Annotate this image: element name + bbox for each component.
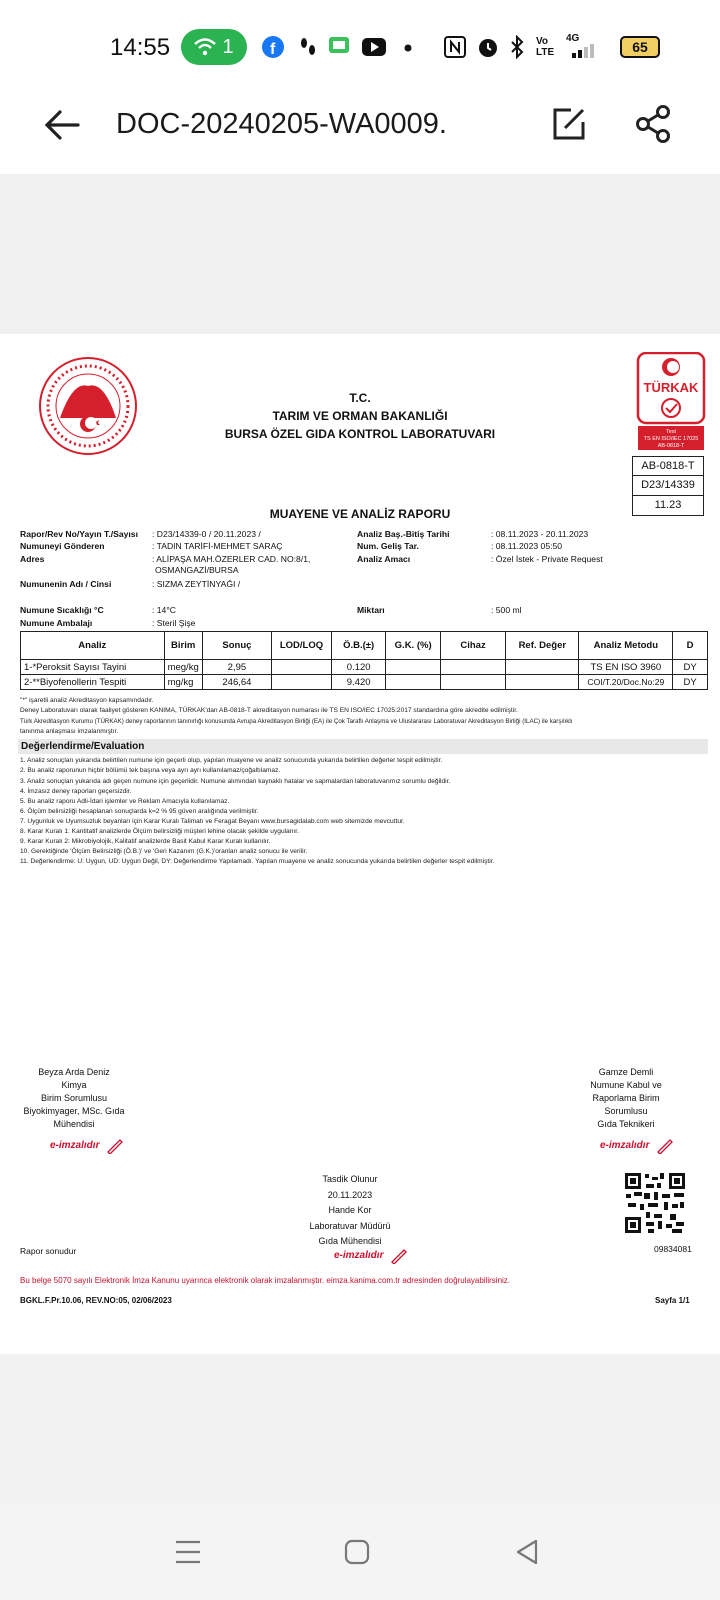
col-gk: G.K. (%): [386, 632, 440, 660]
evaluation-item: 6. Ölçüm belirsizliği hesaplanan sonuçlarda k=2 % 95 güven aralığında verilmiştir.: [20, 808, 259, 815]
page-number: Sayfa 1/1: [655, 1296, 690, 1305]
results-table: [20, 631, 708, 690]
cell-d: DY: [673, 660, 708, 675]
info-value-analysis-dates: : 08.11.2023 - 20.11.2023: [491, 529, 589, 539]
turkak-brand-text: TÜRKAK: [643, 380, 699, 395]
col-d: D: [673, 632, 708, 660]
cell-lod-loq: [272, 660, 332, 675]
ministry-seal-logo: [38, 356, 138, 456]
evaluation-heading: Değerlendirme/Evaluation: [18, 739, 708, 754]
eimza-stamp-right: e-imzalıdır: [600, 1140, 650, 1151]
pen-icon: [656, 1136, 674, 1154]
cell-ob: 0.120: [331, 660, 386, 675]
evaluation-item: 11. Değerlendirme: U: Uygun, UD: Uygun Değil, DY: Değerlendirme Yapılamadı. Yapılan muayene ve analiz sonucunda yukarıda belirtilen değerler tespit edilmiştir.: [20, 858, 495, 865]
col-device: Cihaz: [440, 632, 505, 660]
cell-unit: mg/kg: [164, 675, 202, 690]
status-bar: [0, 0, 720, 76]
signer-right-line: Gıda Teknikeri: [597, 1119, 655, 1129]
evaluation-item: 5. Bu analiz raporu Adli-İdari işlemler ve Reklam Amacıyla kullanılamaz.: [20, 798, 230, 805]
note-turkak: Türk Akreditasyon Kurumu (TÜRKAK) deney raporlarının tanınırlığı konusunda Avrupa Akreditasyon Birliği (EA) ile Çok Taraflı Anlaşma ve Uluslararası Laboratuvar Akreditasyon Birliği (ILAC) ile karşılıklı: [20, 718, 573, 725]
cell-device: [440, 660, 505, 675]
cell-ref-value: [506, 675, 579, 690]
wifi-icon: [194, 38, 216, 56]
evaluation-item: 10. Gerektiğinde 'Ölçüm Belirsizliği (Ö.B.)' ve 'Geri Kazanım (G.K.)'oranları analiz sonucu ile verilir.: [20, 848, 308, 855]
cell-d: DY: [673, 675, 708, 690]
report-month: 11.23: [632, 496, 704, 516]
info-value-quantity: : 500 ml: [491, 605, 522, 615]
footsteps-icon: [297, 36, 319, 58]
evaluation-item: 7. Uygunluk ve Uyumsuzluk beyanları için Karar Kuralı Talimatı ve Feragat Beyanı www.bursagidalab.com web sitemizde mevcuttur.: [20, 818, 405, 825]
note-agreement: tanınma anlaşması imzalanmıştır.: [20, 728, 119, 735]
info-label-address: Adres: [20, 554, 45, 564]
info-value-report-no: : D23/14339-0 / 20.11.2023 /: [152, 529, 261, 539]
signer-left: [12, 1066, 136, 1131]
col-lod-loq: LOD/LOQ: [272, 632, 332, 660]
signer-center-line: Laboratuvar Müdürü: [309, 1220, 391, 1231]
accreditation-number: AB-0818-T: [632, 456, 704, 476]
cell-analysis: 2-**Biyofenollerin Tespiti: [21, 675, 165, 690]
evaluation-item: 8. Karar Kuralı 1: Kantitatif analizlerde Ölçüm belirsizliği müşteri lehine olacak şekilde uygulanır.: [20, 828, 299, 835]
bluetooth-icon: [508, 35, 526, 59]
evaluation-item: 9. Karar Kuralı 2: Mikrobiyolojik, Kalitatif analizlerde Basit Kabul Karar Kuralı kullanılır.: [20, 838, 271, 845]
certification-label: Tasdik Olunur: [322, 1174, 378, 1184]
table-row: [21, 675, 708, 690]
info-label-packaging: Numune Ambalajı: [20, 618, 93, 628]
navigation-bar: [0, 1505, 720, 1600]
eimza-stamp-center: e-imzalıdır: [334, 1250, 384, 1261]
app-toolbar: [0, 76, 720, 174]
info-label-analysis-dates: Analiz Baş.-Bitiş Tarihi: [357, 529, 450, 539]
signer-left-line: Kimya: [61, 1080, 87, 1090]
evaluation-item: 1. Analiz sonuçları yukarıda belirtilen numune için geçerli olup, yapılan muayene ve analiz sonucunda yukarıda belirtilen değerler tespit edilmiştir.: [20, 757, 443, 764]
battery-icon: 65: [620, 36, 660, 58]
status-time: 14:55: [110, 34, 171, 61]
info-label-sample-name: Numunenin Adı / Cinsi: [20, 579, 112, 589]
info-label-purpose: Analiz Amacı: [357, 554, 411, 564]
cell-ref-value: [506, 660, 579, 675]
form-code: BGKL.F.Pr.10.06, REV.NO:05, 02/06/2023: [20, 1296, 172, 1305]
home-icon[interactable]: [344, 1539, 370, 1565]
more-dot-icon: [404, 44, 412, 52]
qr-code-number: 09834081: [654, 1244, 692, 1254]
facebook-icon: [262, 36, 284, 58]
info-value-temperature: : 14°C: [152, 605, 176, 615]
messages-icon: [328, 36, 352, 58]
pen-icon: [106, 1136, 124, 1154]
header-line-1: T.C.: [349, 391, 371, 405]
note-lab-accreditation: Deney Laboratuvarı olarak faaliyet gösteren KANIMA, TÜRKAK'dan AB-0818-T akreditasyon numarası ile TS EN ISO/IEC 17025:2017 standardına göre akredite edilmiştir.: [20, 707, 518, 714]
document-title: DOC-20240205-WA0009.: [116, 108, 447, 140]
info-label-arrival-date: Num. Geliş Tar.: [357, 541, 419, 551]
wifi-count: 1: [222, 35, 234, 58]
header-line-3: BURSA ÖZEL GIDA KONTROL LABORATUVARI: [224, 427, 496, 441]
info-label-temperature: Numune Sıcaklığı °C: [20, 605, 104, 615]
cell-gk: [386, 675, 440, 690]
turkak-accreditation-logo: [636, 352, 706, 452]
legal-note: Bu belge 5070 sayılı Elektronik İmza Kanunu uyarınca elektronik olarak imzalanmıştır. eimza.kanima.com.tr adresinden doğrulayabilirsiniz.: [20, 1276, 511, 1285]
info-value-sender: : TADIN TARİFİ-MEHMET SARAÇ: [152, 541, 283, 551]
cell-device: [440, 675, 505, 690]
network-type: 4G: [566, 33, 580, 44]
signer-right-line: Sorumlusu: [604, 1106, 648, 1116]
info-value-purpose: : Özel İstek - Private Request: [491, 554, 603, 564]
report-title: MUAYENE VE ANALİZ RAPORU: [269, 507, 451, 521]
signer-left-line: Mühendisi: [53, 1119, 95, 1129]
info-value-arrival-date: : 08.11.2023 05:50: [491, 541, 563, 551]
table-header-row: [21, 632, 708, 660]
nfc-icon: [444, 36, 466, 58]
cell-result: 2,95: [202, 660, 271, 675]
cell-method: TS EN ISO 3960: [579, 660, 673, 675]
document-page: [0, 334, 720, 1354]
info-value-address: : ALİPAŞA MAH.ÖZERLER CAD. NO:8/1,: [152, 554, 311, 564]
signer-right: [576, 1066, 676, 1131]
back-arrow-icon[interactable]: [40, 103, 84, 147]
cell-result: 246,64: [202, 675, 271, 690]
signer-left-line: Birim Sorumlusu: [40, 1093, 107, 1103]
info-label-report-no: Rapor/Rev No/Yayın T./Sayısı: [20, 529, 138, 539]
turkak-test-text: Test: [665, 429, 677, 435]
youtube-icon: [362, 38, 386, 56]
signal-icon: [572, 44, 602, 58]
col-method: Analiz Metodu: [579, 632, 673, 660]
cell-analysis: 1-*Peroksit Sayısı Tayini: [21, 660, 165, 675]
cell-method: COI/T.20/Doc.No:29: [579, 675, 673, 690]
signer-left-name: Beyza Arda Deniz: [38, 1067, 110, 1077]
pen-icon: [390, 1246, 408, 1264]
cell-unit: meg/kg: [164, 660, 202, 675]
evaluation-item: 2. Bu analiz raporunun hiçbir bölümü tek başına veya ayrı ayrı kullanılamaz/çoğaltılamaz.: [20, 767, 281, 774]
report-reference: D23/14339: [632, 476, 704, 496]
col-ref-value: Ref. Değer: [506, 632, 579, 660]
evaluation-item: 4. İmzasız deney raporları geçersizdir.: [20, 788, 132, 795]
col-unit: Birim: [164, 632, 202, 660]
header-line-2: TARIM VE ORMAN BAKANLIĞI: [272, 409, 448, 423]
report-end-text: Rapor sonudur: [20, 1246, 77, 1256]
signer-left-line: Biyokimyager, MSc. Gıda: [23, 1106, 125, 1116]
col-result: Sonuç: [202, 632, 271, 660]
signer-right-name: Gamze Demli: [598, 1067, 654, 1077]
cell-ob: 9.420: [331, 675, 386, 690]
edit-icon[interactable]: [551, 106, 587, 142]
note-accreditation-mark: "*" işaretli analiz Akreditasyon kapsamındadır.: [20, 697, 154, 704]
certification-date: 20.11.2023: [327, 1189, 373, 1200]
cell-gk: [386, 660, 440, 675]
evaluation-item: 3. Analiz sonuçları yukarıda adı geçen numune için geçerlidir. Numune alımından kaynaklı hatalar ve sapmalardan laboratuvarımız sorumlu değildir.: [20, 778, 451, 785]
cell-lod-loq: [272, 675, 332, 690]
col-analysis: Analiz: [21, 632, 165, 660]
table-row: [21, 660, 708, 675]
eimza-stamp-left: e-imzalıdır: [50, 1140, 100, 1151]
signer-center-line: Gıda Mühendisi: [318, 1236, 382, 1246]
qr-code: [624, 1172, 686, 1234]
info-value-packaging: : Steril Şişe: [152, 618, 196, 628]
info-value-address-line2: OSMANGAZİ/BURSA: [155, 565, 239, 575]
share-icon[interactable]: [634, 104, 672, 144]
volte-icon: Vo LTE: [536, 36, 555, 58]
viewer-background: [0, 174, 720, 334]
turkak-standard-text: TS EN ISO/IEC 17025: [643, 436, 699, 442]
signer-center: [290, 1172, 410, 1250]
recent-apps-icon[interactable]: [174, 1539, 202, 1565]
document-header: [200, 389, 520, 443]
wifi-hotspot-badge: [181, 29, 247, 65]
alarm-icon: [476, 35, 500, 59]
back-nav-icon[interactable]: [514, 1539, 540, 1565]
turkak-code-text: AB-0818-T: [657, 443, 685, 449]
signer-center-name: Hande Kor: [328, 1205, 372, 1215]
signer-right-line: Numune Kabul ve: [590, 1080, 662, 1090]
info-label-quantity: Miktarı: [357, 605, 385, 615]
col-ob: Ö.B.(±): [331, 632, 386, 660]
info-label-sender: Numuneyi Gönderen: [20, 541, 105, 551]
svg-text:f: f: [270, 41, 276, 58]
signer-right-line: Raporlama Birim: [592, 1093, 660, 1103]
info-value-sample-name: : SIZMA ZEYTİNYAĞI /: [152, 579, 241, 589]
